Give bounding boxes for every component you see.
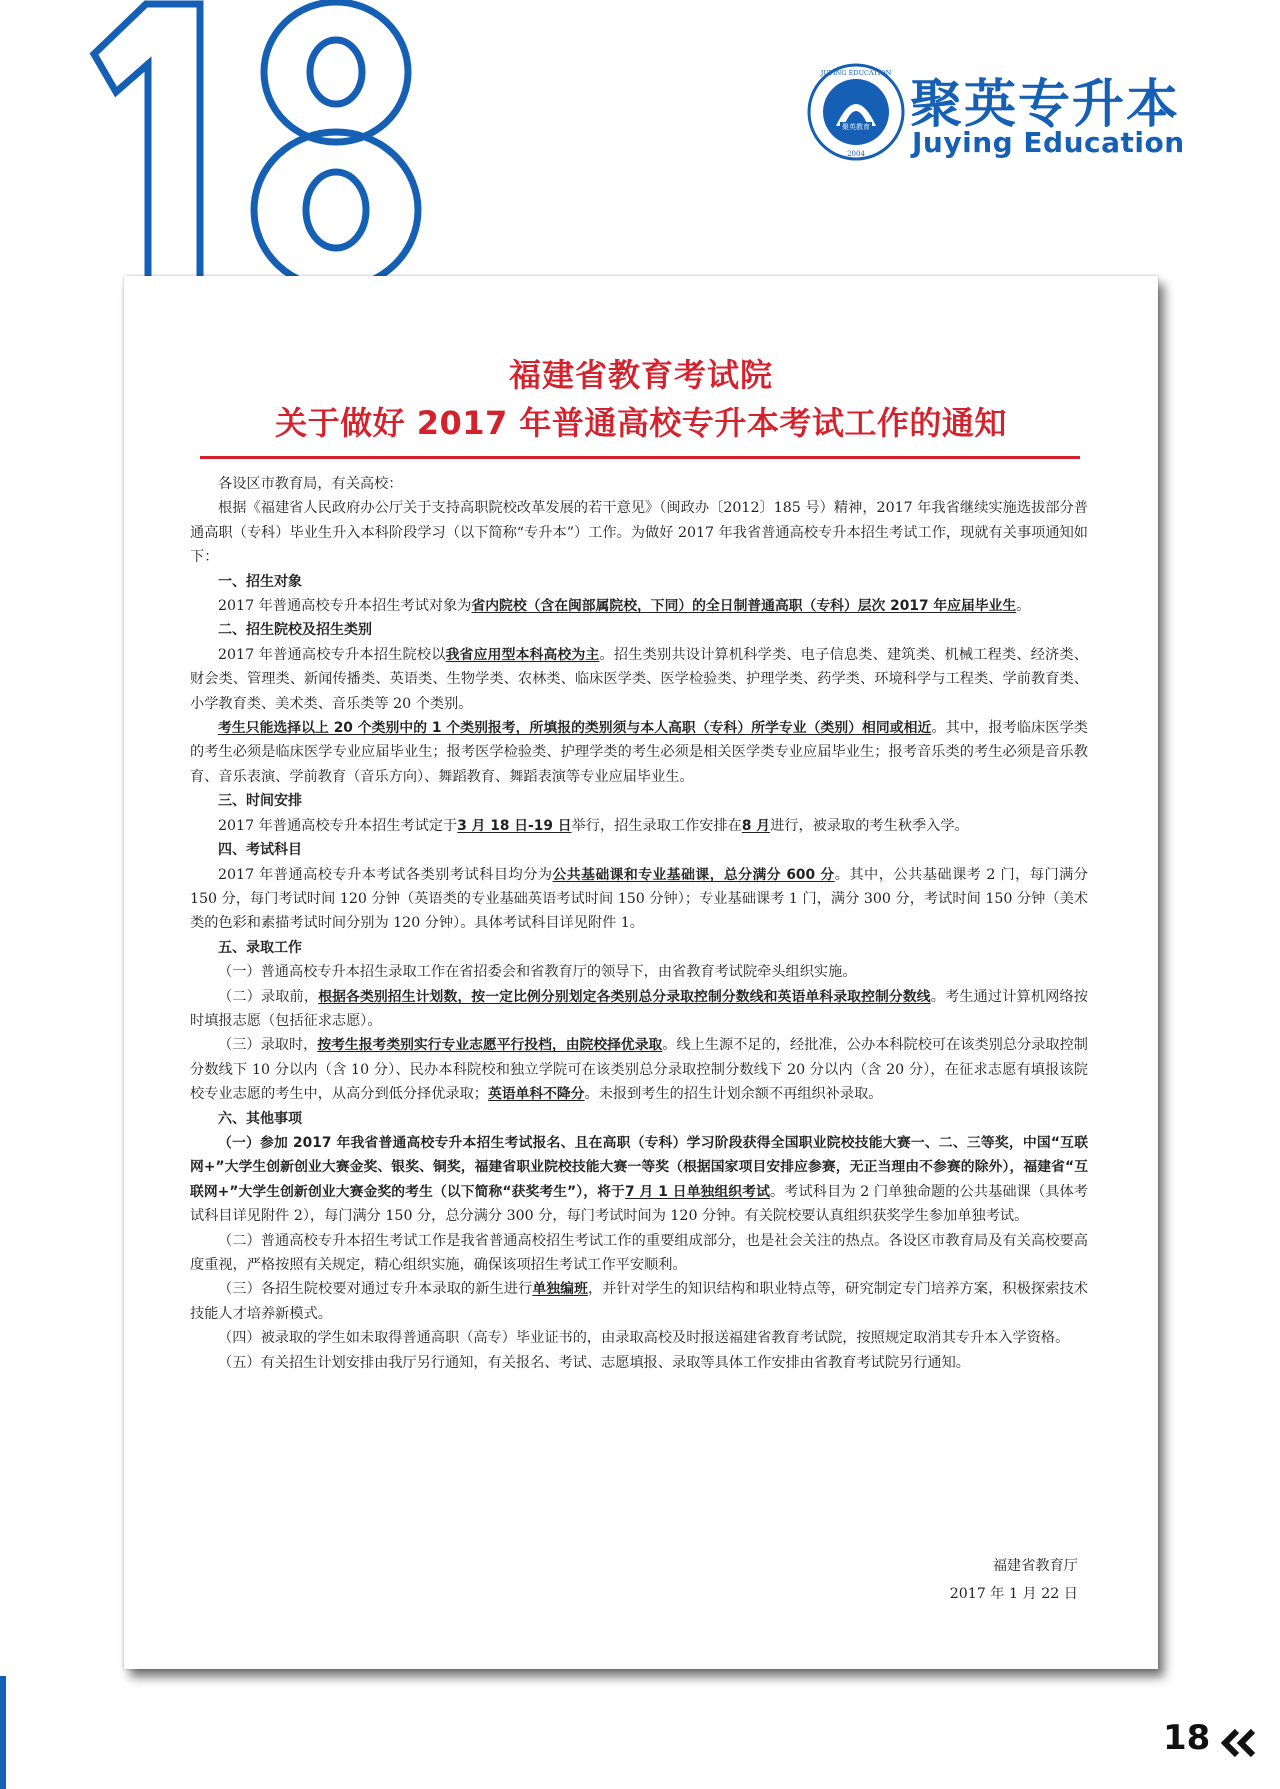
page-number-decoration	[88, 0, 423, 294]
text: 。其中，报考临床医学类的考生必须是临床医学专业应届毕业生；报考医学检验类、护理学类的考生必须是相关医学类专业应届毕业生；报考音乐类的考生必须是音乐教育、音乐表演、学前教育（音乐方向）、舞蹈教育、舞蹈表演等专业应届毕业生。	[190, 720, 1088, 785]
intro-paragraph: 根据《福建省人民政府办公厅关于支持高职院校改革发展的若干意见》（闽政办〔2012〕185 号）精神，2017 年我省继续实施选拔部分普通高职（专科）毕业生升入本科阶段学习（以下简称“专升本”）工作。为做好 2017 年我省普通高校专升本招生考试工作，现就有关事项通知如下：	[190, 500, 1088, 566]
text: ，并针对学生的知识结构和职业特点等，研究制定专门培养方案，积极探索技术技能人才培养新模式。	[190, 1281, 1088, 1322]
text: 2017 年普通高校专升本招生考试对象为	[218, 598, 472, 615]
text: 2017 年普通高校专升本招生考试定于	[218, 817, 458, 834]
paragraph	[190, 716, 1088, 789]
paragraph	[190, 1033, 1088, 1106]
brand-name: 聚英专升本	[910, 75, 1181, 135]
emphasis: 按考生报考类别实行专业志愿平行投档，由院校择优录取	[317, 1037, 663, 1054]
notice-date: 2017 年 1 月 22 日	[949, 1586, 1078, 1602]
text: 举行，招生录取工作安排在	[571, 817, 742, 834]
notice-sheet	[124, 276, 1158, 1669]
text: 。未报到考生的招生计划余额不再组织补录取。	[584, 1086, 883, 1103]
seal-year: 2004	[847, 150, 865, 158]
double-chevron-left-icon	[1221, 1728, 1257, 1758]
paragraph: （四）被录取的学生如未取得普通高职（高专）毕业证书的，由录取高校及时报送福建省教育考试院，按照规定取消其专升本入学资格。	[218, 1330, 1070, 1347]
emphasis: 7 月 1 日单独组织考试	[624, 1183, 770, 1200]
text: 进行，被录取的考生秋季入学。	[770, 817, 969, 834]
emphasis: 省内院校（含在闽部属院校，下同）的全日制普通高职（专科）层次 2017 年应届毕业生	[471, 598, 1017, 615]
paragraph	[190, 594, 1088, 618]
paragraph	[190, 985, 1088, 1034]
text: 2017 年普通高校专升本招生院校以	[218, 646, 446, 663]
notice-body	[190, 472, 1088, 1375]
emphasis: 公共基础课和专业基础课，总分满分 600 分	[552, 866, 835, 883]
brand-name-en: Juying Education	[912, 126, 1185, 159]
salutation: 各设区市教育局，有关高校：	[218, 476, 403, 492]
footer-page-number: 18	[1163, 1718, 1211, 1758]
paragraph	[190, 1277, 1088, 1326]
seal-text: 聚英教育	[842, 123, 870, 131]
emphasis: （一）参加 2017 年我省普通高校专升本招生考试报名、且在高职（专科）学习阶段获得全国职业院校技能大赛一、二、三等奖，中国“互联网+”大学生创新创业大赛金奖、银奖、铜奖，福建省职业院校技能大赛一等奖（根据国家项目安排应参赛，无正当理由不参赛的除外），福建省“互联网+”大学生创新创业大赛金奖的考生（以下简称“获奖考生”），将于	[190, 1134, 1088, 1200]
edge-accent-bar	[0, 1676, 6, 1789]
brand-logo	[806, 62, 1226, 172]
text: 。招生类别共设计算机科学类、电子信息类、建筑类、机械工程类、经济类、财会类、管理类、新闻传播类、英语类、生物学类、农林类、临床医学类、医学检验类、护理学类、药学类、环境科学与工程类、学前教育类、小学教育类、美术类、音乐类等 20 个类别。	[190, 646, 1088, 712]
signature-block	[950, 1552, 1078, 1608]
notice-title-line2: 关于做好 2017 年普通高校专升本考试工作的通知	[275, 404, 1007, 442]
emphasis: 8 月	[741, 817, 771, 834]
paragraph	[190, 1131, 1088, 1229]
section-heading: 五、录取工作	[218, 939, 302, 956]
text: 2017 年普通高校专升本考试各类别考试科目均分为	[218, 866, 553, 883]
emphasis: 3 月 18 日-19 日	[457, 817, 572, 834]
text: （二）录取前，	[218, 988, 319, 1005]
seal-ring: JUYING EDUCATION	[820, 69, 892, 77]
section-heading: 三、时间安排	[218, 793, 302, 810]
paragraph: （一）普通高校专升本招生录取工作在省招委会和省教育厅的领导下，由省教育考试院牵头组织实施。	[218, 964, 857, 981]
paragraph: （二）普通高校专升本招生考试工作是我省普通高校招生考试工作的重要组成部分，也是社会关注的热点。各设区市教育局及有关高校要高度重视，严格按照有关规定，精心组织实施，确保该项招生考试工作平安顺利。	[190, 1232, 1088, 1273]
emphasis: 根据各类别招生计划数，按一定比例分别划定各类别总分录取控制分数线和英语单科录取控制分数线	[318, 988, 931, 1005]
emphasis: 我省应用型本科高校为主	[445, 646, 600, 663]
paragraph	[190, 643, 1088, 716]
section-heading: 一、招生对象	[218, 573, 302, 590]
text: （三）录取时，	[218, 1037, 318, 1054]
text: 。考生通过计算机网络按时填报志愿（包括征求志愿）。	[190, 988, 1088, 1029]
text: 。线上生源不足的，经批准，公办本科院校可在该类别总分录取控制分数线下 10 分以内（含 10 分）、民办本科院校和独立学院可在该类别总分录取控制分数线下 20 分以内（含 20 分），在征求志愿有填报该院校专业志愿的考生中，从高分到低分择优录取；	[190, 1037, 1088, 1103]
text: 。考试科目为 2 门单独命题的公共基础课（具体考试科目详见附件 2），每门满分 150 分，总分满分 300 分，每门考试时间为 120 分钟。有关院校要认真组织获奖学生参加单独考试。	[190, 1183, 1088, 1225]
emphasis: 考生只能选择以上 20 个类别中的 1 个类别报考，所填报的类别须与本人高职（专科）所学专业（类别）相同或相近	[218, 720, 932, 737]
paragraph: （五）有关招生计划安排由我厅另行通知，有关报名、考试、志愿填报、录取等具体工作安排由省教育考试院另行通知。	[218, 1354, 970, 1371]
section-heading: 六、其他事项	[218, 1110, 302, 1127]
signer: 福建省教育厅	[992, 1558, 1078, 1574]
paragraph	[190, 814, 1088, 838]
section-heading: 二、招生院校及招生类别	[218, 622, 372, 639]
text: （三）各招生院校要对通过专升本录取的新生进行	[218, 1281, 533, 1298]
text: 。其中，公共基础课考 2 门，每门满分 150 分，每门考试时间 120 分钟（英语类的专业基础英语考试时间 150 分钟）；专业基础课考 1 门，满分 300 分，考试时间 150 分钟（美术类的色彩和素描考试时间分别为 120 分钟）。具体考试科目详见附件 1。	[190, 866, 1088, 932]
seal-icon	[806, 62, 906, 162]
text: 。	[1016, 598, 1031, 615]
section-heading: 四、考试科目	[218, 842, 302, 859]
paragraph	[190, 863, 1088, 936]
emphasis: 英语单科不降分	[487, 1086, 585, 1103]
notice-title-line1: 福建省教育考试院	[508, 356, 773, 394]
emphasis: 单独编班	[532, 1281, 588, 1298]
title-divider	[200, 456, 1080, 459]
